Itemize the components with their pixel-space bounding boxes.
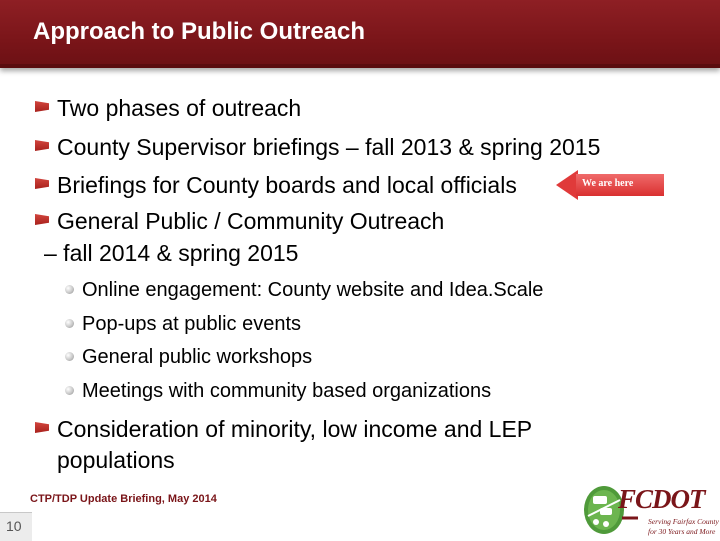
sub-bullet-text: Pop-ups at public events xyxy=(82,313,302,335)
bullet-continuation: populations xyxy=(57,447,175,473)
sub-bullet-marker-icon xyxy=(65,386,74,395)
bullet-item xyxy=(57,169,517,201)
page-number: 10 xyxy=(6,518,22,534)
bullet-text: Consideration of minority, low income and LEP xyxy=(57,416,533,442)
bullet-continuation: – fall 2014 & spring 2015 xyxy=(44,240,299,266)
callout-arrow-icon xyxy=(556,170,578,200)
sub-bullet-item xyxy=(82,377,491,405)
slide-title: Approach to Public Outreach xyxy=(33,18,366,45)
logo-name: FCDOT xyxy=(618,484,705,514)
sub-bullet-item xyxy=(82,310,301,338)
bullet-marker-icon xyxy=(35,422,49,433)
sub-bullet-item xyxy=(82,343,312,371)
bullet-text: General Public / Community Outreach xyxy=(57,208,445,234)
sub-bullet-marker-icon xyxy=(65,285,74,294)
bullet-item xyxy=(57,92,301,124)
sub-bullet-marker-icon xyxy=(65,352,74,361)
bullet-item xyxy=(57,413,532,445)
bullet-marker-icon xyxy=(35,101,49,112)
footer-text: CTP/TDP Update Briefing, May 2014 xyxy=(30,493,217,505)
bullet-item xyxy=(57,205,444,237)
logo-tagline: for 30 Years and More xyxy=(648,527,716,536)
sub-bullet-text: General public workshops xyxy=(82,346,313,368)
bullet-marker-icon xyxy=(35,214,49,225)
logo-tagline: Serving Fairfax County xyxy=(648,517,719,526)
bullet-text: Briefings for County boards and local officials xyxy=(57,172,517,198)
bullet-text: County Supervisor briefings – fall 2013 & spring 2015 xyxy=(57,134,601,160)
sub-bullet-marker-icon xyxy=(65,319,74,328)
bullet-marker-icon xyxy=(35,178,49,189)
sub-bullet-text: Meetings with community based organizations xyxy=(82,380,492,402)
callout-label: We are here xyxy=(582,178,634,189)
bullet-marker-icon xyxy=(35,140,49,151)
we-are-here-callout xyxy=(556,170,664,200)
bullet-text: Two phases of outreach xyxy=(57,95,302,121)
sub-bullet-text: Online engagement: County website and Idea.Scale xyxy=(82,279,544,301)
bullet-item xyxy=(57,131,600,163)
sub-bullet-item xyxy=(82,276,543,304)
